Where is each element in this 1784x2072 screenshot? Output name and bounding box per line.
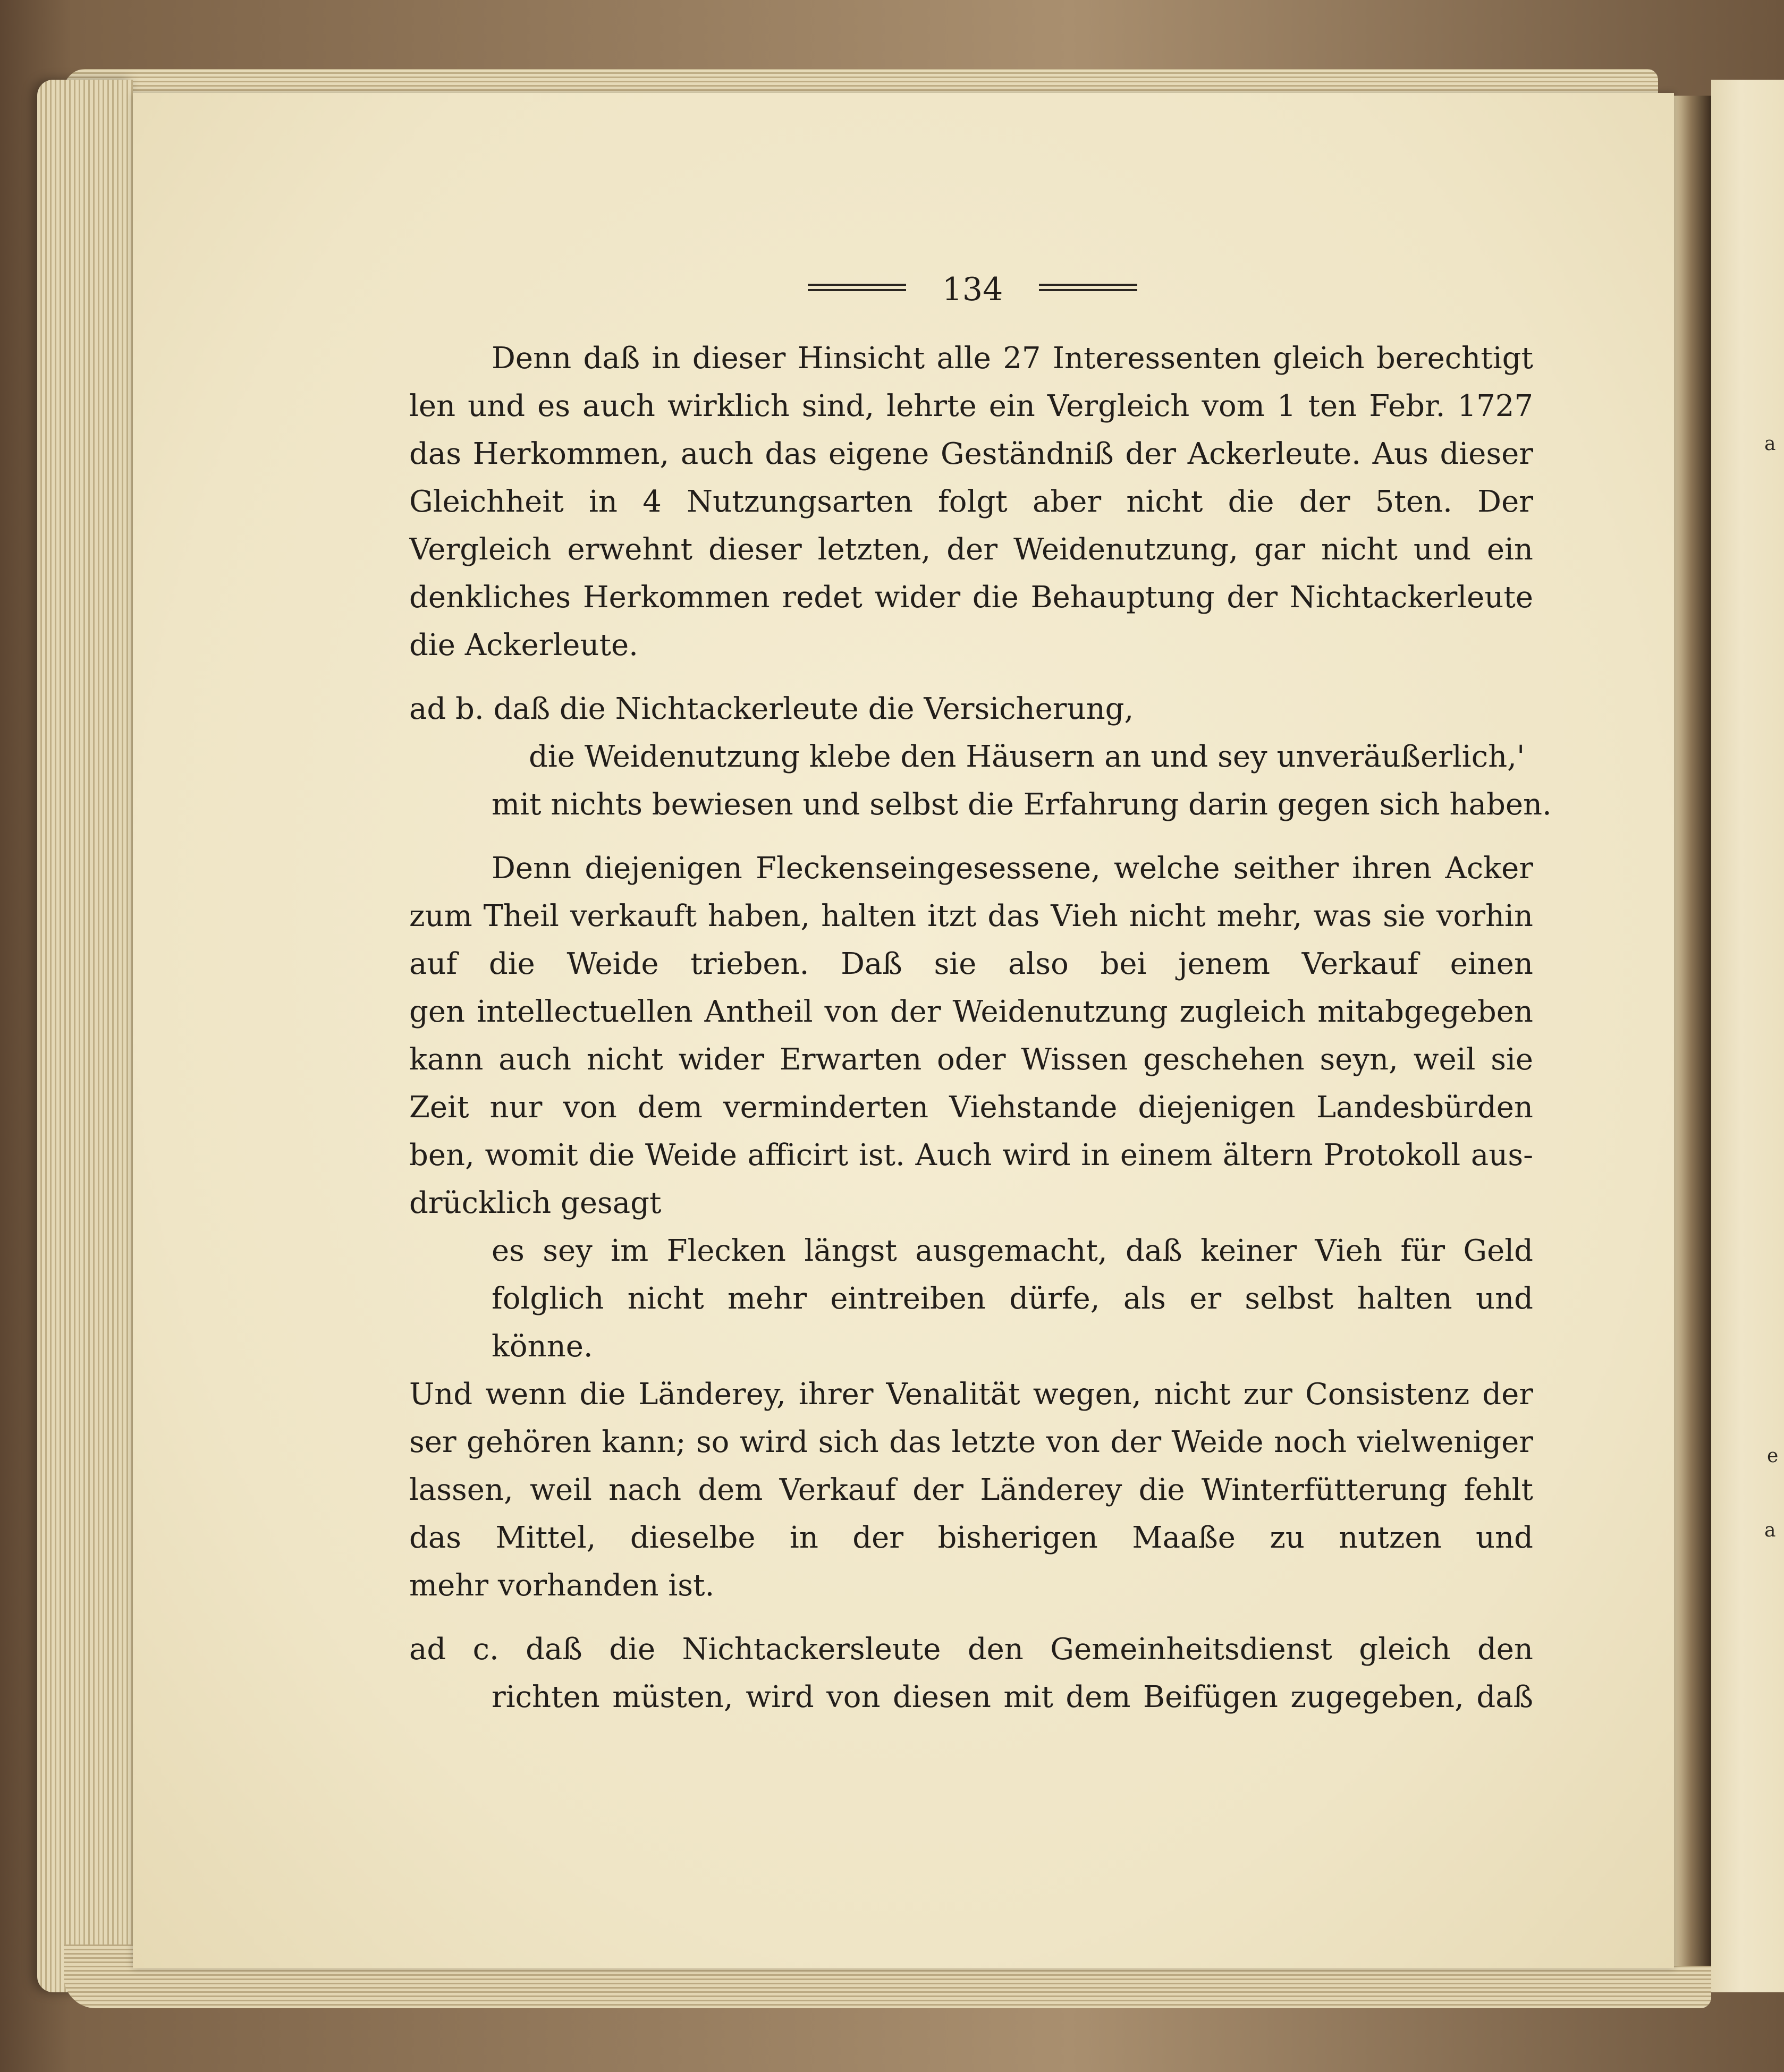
- text-line: Und wenn die Länderey, ihrer Venalität wegen, nicht zur Consistenz der: [409, 1377, 1533, 1412]
- text-line: es sey im Flecken längst ausgemacht, daß keiner Vieh für Geld: [492, 1234, 1533, 1268]
- page-header: [808, 266, 1137, 313]
- text-line: die Weidenutzung klebe den Häusern an und sey unveräußerlich,': [529, 740, 1525, 774]
- page-number: 134: [942, 271, 1003, 308]
- text-line: ben, womit die Weide afficirt ist. Auch wird in einem ältern Protokoll aus-: [409, 1138, 1533, 1173]
- text-line: zum Theil verkauft haben, halten itzt das Vieh nicht mehr, was sie vorhin: [409, 899, 1533, 933]
- next-page-fragment: a: [1764, 433, 1776, 455]
- text-line: das Herkommen, auch das eigene Geständniß der Ackerleute. Aus dieser: [409, 437, 1533, 471]
- text-line: drücklich gesagt: [409, 1186, 662, 1220]
- next-page-sliver: [1711, 80, 1784, 1992]
- next-page-fragment: a: [1764, 1519, 1776, 1541]
- book-gutter: [1674, 96, 1711, 1966]
- text-line: Denn daß in dieser Hinsicht alle 27 Interessenten gleich berechtigt: [492, 341, 1533, 376]
- text-line: denkliches Herkommen redet wider die Behauptung der Nichtackerleute: [409, 580, 1533, 615]
- text-line: folglich nicht mehr eintreiben dürfe, als er selbst halten und: [492, 1281, 1533, 1316]
- text-line: Vergleich erwehnt dieser letzten, der Weidenutzung, gar nicht und ein: [409, 532, 1533, 567]
- text-line: die Ackerleute.: [409, 628, 638, 663]
- text-line: Gleichheit in 4 Nutzungsarten folgt aber nicht die der 5ten. Der: [409, 485, 1533, 519]
- text-line: das Mittel, dieselbe in der bisherigen Maaße zu nutzen und: [409, 1521, 1533, 1555]
- text-line: könne.: [492, 1329, 593, 1364]
- text-line: Denn diejenigen Fleckenseingesessene, welche seither ihren Acker: [492, 851, 1533, 886]
- text-line: Zeit nur von dem verminderten Viehstande diejenigen Landesbürden: [409, 1090, 1533, 1125]
- header-rule-left: [808, 284, 906, 291]
- text-line: mit nichts bewiesen und selbst die Erfahrung darin gegen sich haben.: [492, 787, 1552, 822]
- next-page-fragment: e: [1767, 1445, 1779, 1467]
- text-line: ser gehören kann; so wird sich das letzte von der Weide noch vielweniger: [409, 1425, 1533, 1459]
- text-line: gen intellectuellen Antheil von der Weidenutzung zugleich mitabgegeben: [409, 995, 1533, 1029]
- text-line: ad c. daß die Nichtackersleute den Gemeinheitsdienst gleich den: [409, 1632, 1533, 1667]
- text-line: ad b. daß die Nichtackerleute die Versicherung,: [409, 692, 1134, 726]
- text-line: mehr vorhanden ist.: [409, 1568, 715, 1603]
- text-line: richten müsten, wird von diesen mit dem Beifügen zugegeben, daß: [492, 1680, 1533, 1714]
- text-line: lassen, weil nach dem Verkauf der Länderey die Winterfütterung fehlt: [409, 1473, 1533, 1507]
- text-line: kann auch nicht wider Erwarten oder Wissen geschehen seyn, weil sie: [409, 1042, 1533, 1077]
- header-rule-right: [1039, 284, 1137, 291]
- page-edges-left: [37, 80, 133, 1992]
- text-line: len und es auch wirklich sind, lehrte ein Vergleich vom 1 ten Febr. 1727: [409, 389, 1533, 423]
- text-line: auf die Weide trieben. Daß sie also bei jenem Verkauf einen: [409, 947, 1533, 981]
